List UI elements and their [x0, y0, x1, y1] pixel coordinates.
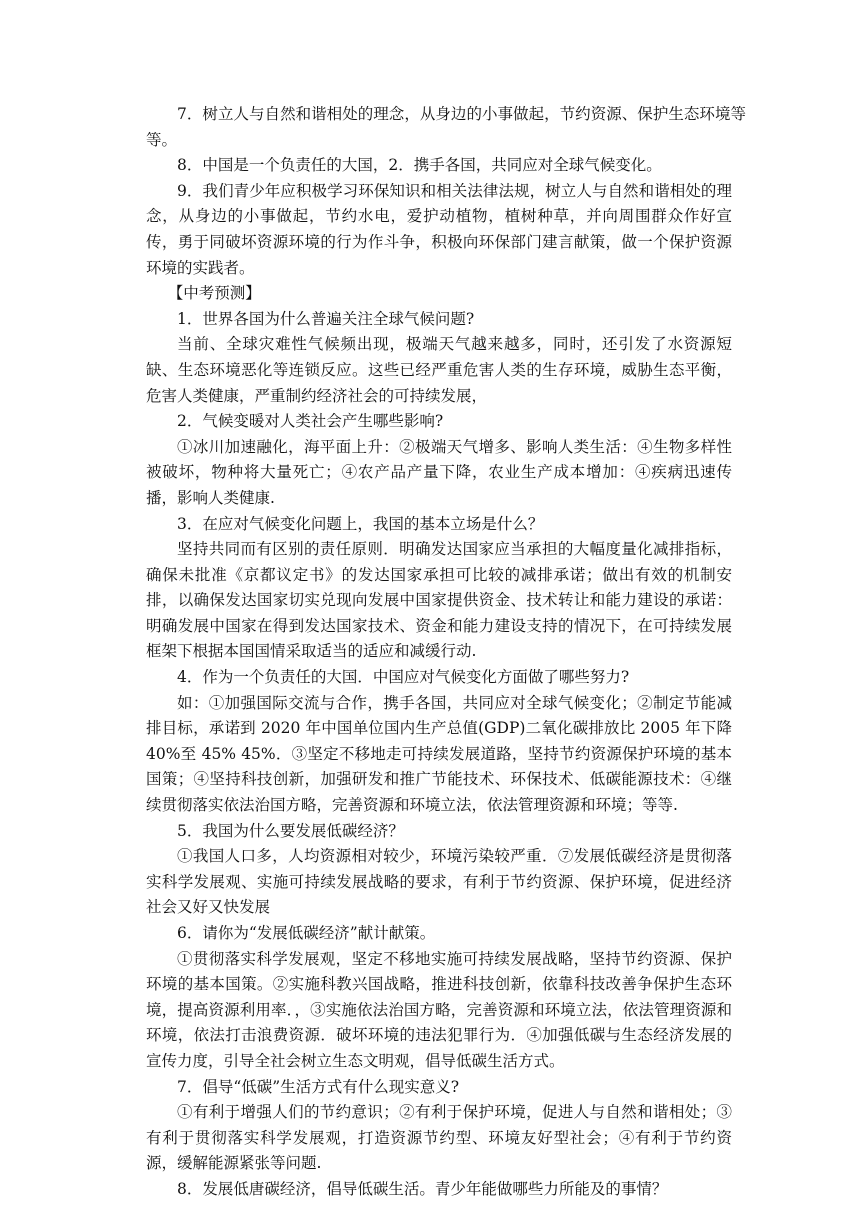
question-1: 1．世界各国为什么普遍关注全球气候问题?: [177, 309, 475, 328]
document-body: [146, 102, 746, 1203]
question-4: 4．作为一个负责任的大国．中国应对气候变化方面做了哪些努力?: [177, 668, 630, 687]
answer-2: ①冰川加速融化，海平面上升：②极端天气增多、影响人类生活：④生物多样性被破坏，物种将大量死亡；④农产品产量下降，农业生产成本增加：④疾病迅速传播，影响人类健康.: [146, 437, 732, 507]
question-3: 3．在应对气候变化问题上，我国的基本立场是什么？: [177, 514, 544, 533]
question-5: 5．我国为什么要发展低碳经济？: [177, 821, 404, 840]
question-7: 7．倡导“低碳”生活方式有什么现实意义?: [177, 1077, 460, 1096]
answer-5: ①我国人口多，人均资源相对较少，环境污染较严重．⑦发展低碳经济是贯彻落实科学发展观、实施可持续发展战略的要求，有利于节约资源、保护环境，促进经济社会又好又快发展: [146, 847, 732, 917]
point-7-paragraph: 7．树立人与自然和谐相处的理念，从身边的小事做起，节约资源、保护生态环境等等。: [146, 105, 746, 149]
question-2: 2．气候变暖对人类社会产生哪些影响?: [177, 412, 444, 431]
answer-1: 当前、全球灾难性气候频出现，极端天气越来越多，同时，还引发了水资源短缺、生态环境恶化等连锁反应。这些已经严重危害人类的生存环境，威胁生态平衡，危害人类健康，严重制约经济社会的可持续发展，: [146, 335, 732, 405]
section-heading: 【中考预测】: [167, 284, 261, 303]
point-9-paragraph: 9．我们青少年应积极学习环保知识和相关法律法规，树立人与自然和谐相处的理念，从身边的小事做起，节约水电，爱护动植物，植树种草，并向周围群众作好宣传，勇于同破坏资源环境的行为作斗争，积极向环保部门建言献策，做一个保护资源环境的实践者。: [146, 181, 732, 277]
answer-4: 如：①加强国际交流与合作，携手各国，共同应对全球气候变化；②制定节能减排目标，承诺到 2020 年中国单位国内生产总值(GDP)二氧化碳排放比 2005 年下降 40%至 45% 45%．③坚定不移地走可持续发展道路，坚持节约资源保护环境的基本国策；④坚持科技创新，加强研发和推广节能技术、环保技术、低碳能源技术：④继续贯彻落实依法治国方略，完善资源和环境立法，依法管理资源和环境；等等.: [146, 693, 732, 815]
answer-6: ①贯彻落实科学发展观，坚定不移地实施可持续发展战略，坚持节约资源、保护环境的基本国策。②实施科教兴国战略，推进科技创新，依靠科技改善争保护生态环境，提高资源利用率．，③实施依法治国方略，完善资源和环境立法，依法管理资源和环境，依法打击浪费资源．破坏环境的违法犯罪行为．④加强低碳与生态经济发展的宣传力度，引导全社会树立生态文明观，倡导低碳生活方式。: [146, 949, 732, 1070]
point-8-paragraph: 8．中国是一个负责任的大国，2．携手各国，共同应对全球气候变化。: [177, 156, 662, 175]
question-6: 6．请你为“发展低碳经济”献计献策。: [177, 924, 436, 942]
question-8: 8．发展低唐碳经济，倡导低碳生活。青少年能做哪些力所能及的事情？: [177, 1179, 668, 1198]
answer-7: ①有利于增强人们的节约意识；②有利于保护环境，促进人与自然和谐相处；③有利于贯彻落实科学发展观，打造资源节约型、环境友好型社会；④有利于节约资源，缓解能源紧张等问题.: [146, 1103, 732, 1173]
answer-3: 坚持共同而有区别的责任原则．明确发达国家应当承担的大幅度量化减排指标，确保未批准《京都议定书》的发达国家承担可比较的减排承诺；做出有效的机制安排，以确保发达国家切实兑现向发展中国家提供资金、技术转让和能力建设的承诺：明确发展中国家在得到发达国家技术、资金和能力建设支持的情况下，在可持续发展框架下根据本国国情采取适当的适应和减缓行动.: [146, 540, 732, 661]
